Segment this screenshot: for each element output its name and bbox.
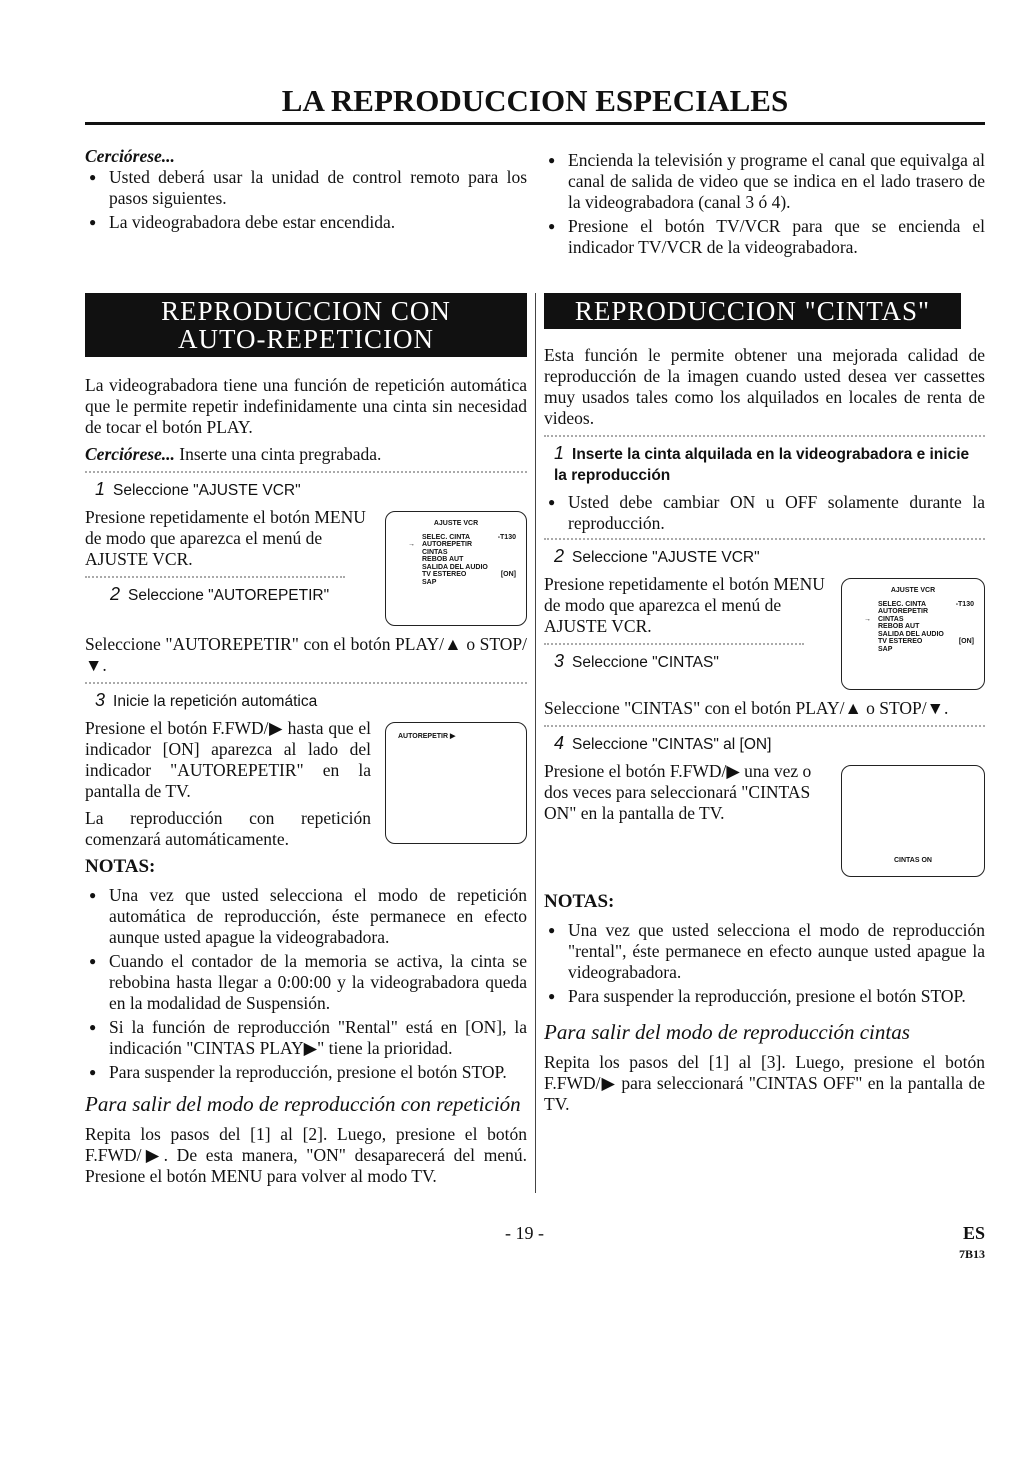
- menu-item: [386, 534, 526, 542]
- arrow-icon: →: [408, 541, 415, 548]
- menu-item: [842, 638, 984, 646]
- divider: [85, 576, 345, 578]
- menu-item-value: -T130: [955, 600, 974, 608]
- menu-item-label: SAP: [422, 578, 437, 586]
- tv-screen: [841, 765, 985, 877]
- menu-item-label: SAP: [878, 645, 893, 653]
- title-rule: [85, 122, 985, 125]
- menu-title: AJUSTE VCR: [433, 520, 479, 527]
- step-title: Seleccione "AJUSTE VCR": [572, 549, 760, 566]
- menu-title: AJUSTE VCR: [890, 587, 936, 594]
- cintas-section: [535, 293, 985, 1193]
- step-bullet: ● Usted debe cambiar ON u OFF solamente durante la reproducción.: [544, 492, 985, 534]
- exit-text: Repita los pasos del [1] al [2]. Luego, presione el botón F.FWD/▶. De esta manera, "ON" desaparecerá del menú. Presione el botón MENU para volver al modo TV.: [85, 1124, 527, 1186]
- menu-screen: [385, 511, 527, 626]
- arrow-icon: →: [864, 615, 871, 623]
- section-desc: La videograbadora tiene una función de repetición automática que le permite repetir indefinidamente una cinta sin necesidad de tocar el botón PLAY.: [85, 375, 527, 437]
- menu-item: [842, 601, 984, 609]
- intro-bullet: ● Encienda la televisión y programe el canal que equivalga al canal de salida de video que se indica en el lado trasero de la videograbadora (canal 3 ó 4).: [544, 150, 985, 213]
- step-number: 1: [95, 479, 106, 499]
- step-title: Seleccione "CINTAS": [572, 654, 719, 671]
- intro-bullet: ● Presione el botón TV/VCR para que se encienda el indicador TV/VCR de la videograbadora.: [544, 216, 985, 258]
- menu-item-label: SELEC. CINTA: [878, 600, 927, 608]
- note: ● Si la función de reproducción "Rental" está en [ON], la indicación "CINTAS PLAY▶" tiene la prioridad.: [85, 1017, 527, 1059]
- menu-item-value: [ON]: [500, 571, 516, 578]
- note: ● Para suspender la reproducción, presione el botón STOP.: [544, 986, 985, 1007]
- menu-item-label: AUTOREPETIR: [878, 608, 929, 615]
- note: ● Una vez que usted selecciona el modo de repetición automática de reproducción, éste permanece en efecto aunque usted apague la videograbadora.: [85, 885, 527, 948]
- page-footer: [85, 1223, 985, 1265]
- auto-repeat-section: [85, 293, 527, 1193]
- notes-title: NOTAS:: [544, 891, 615, 912]
- step-number: 2: [554, 546, 565, 566]
- menu-item-value: -T130: [497, 533, 516, 541]
- intro-left: [85, 146, 527, 261]
- language-code: ES: [962, 1223, 985, 1243]
- note: ● Para suspender la reproducción, presione el botón STOP.: [85, 1062, 527, 1083]
- section-banner: REPRODUCCION CON AUTO-REPETICION: [85, 293, 527, 357]
- step-text: Presione el botón F.FWD/▶ hasta que el indicador [ON] aparezca al lado del indicador "AUTOREPETIR" en la pantalla de TV.: [85, 718, 371, 801]
- step-text: La reproducción con repetición comenzará automáticamente.: [85, 808, 371, 849]
- step-number: 3: [554, 651, 565, 671]
- menu-item-label: CINTAS: [422, 548, 448, 556]
- step-text: Seleccione "AUTOREPETIR" con el botón PLAY/▲ o STOP/▼.: [85, 634, 527, 675]
- step-text: Presione repetidamente el botón MENU de modo que aparezca el menú de AJUSTE VCR.: [544, 574, 825, 636]
- menu-item: [386, 541, 526, 549]
- menu-item: [842, 623, 984, 631]
- menu-item: [386, 579, 526, 587]
- tv-screen: [385, 722, 527, 844]
- check-text: Inserte una cinta pregrabada.: [174, 444, 382, 464]
- screen-text: CINTAS ON: [894, 856, 932, 864]
- step-title: Inserte la cinta alquilada en la videograbadora e inicie la reproducción: [554, 446, 970, 484]
- step-text: Presione repetidamente el botón MENU de modo que aparezca el menú de AJUSTE VCR.: [85, 507, 366, 569]
- note: ● Cuando el contador de la memoria se activa, la cinta se rebobina hasta llegar a 0:00:00 y la videograbadora queda en la modalidad de Suspensión.: [85, 951, 527, 1014]
- section-banner: REPRODUCCION "CINTAS": [544, 293, 961, 329]
- menu-item: [386, 564, 526, 572]
- divider: [544, 435, 985, 437]
- step-text: Presione el botón F.FWD/▶ una vez o dos veces para seleccionará "CINTAS ON" en la pantalla de TV.: [544, 761, 812, 823]
- menu-item-label: TV ESTEREO: [422, 571, 467, 578]
- menu-item-label: REBOB AUT: [878, 623, 920, 630]
- check-label: Cerciórese...: [85, 444, 175, 464]
- note: ● Una vez que usted selecciona el modo de reproducción "rental", éste permanece en efecto aunque usted apague la videograbadora.: [544, 920, 985, 983]
- intro-bullet: ● La videograbadora debe estar encendida.: [85, 212, 527, 233]
- divider: [544, 538, 985, 540]
- step-title: Seleccione "CINTAS" al [ON]: [572, 736, 772, 753]
- menu-screen: [841, 578, 985, 690]
- page-number: - 19 -: [505, 1223, 544, 1243]
- screen-text: AUTOREPETIR ▶: [398, 733, 456, 740]
- menu-item: [842, 608, 984, 616]
- menu-item-label: SELEC. CINTA: [422, 533, 471, 541]
- intro-right: [535, 146, 985, 261]
- menu-item: [842, 616, 984, 624]
- menu-item: [842, 631, 984, 639]
- divider: [544, 725, 985, 727]
- menu-item-label: SALIDA DEL AUDIO: [422, 563, 488, 571]
- menu-item-value: [ON]: [958, 638, 974, 645]
- step-title: Seleccione "AUTOREPETIR": [128, 587, 330, 604]
- page-title: LA REPRODUCCION ESPECIALES: [281, 83, 789, 118]
- divider: [544, 643, 804, 645]
- exit-title: Para salir del modo de reproducción cintas: [544, 1020, 910, 1044]
- model-code: 7B13: [958, 1247, 985, 1261]
- menu-item-label: TV ESTEREO: [878, 638, 923, 645]
- menu-item: [386, 556, 526, 564]
- step-number: 4: [554, 733, 565, 753]
- intro-heading: Cerciórese...: [85, 146, 175, 166]
- menu-item-label: REBOB AUT: [422, 556, 464, 563]
- divider: [85, 682, 527, 684]
- exit-title: Para salir del modo de reproducción con repetición: [85, 1092, 521, 1116]
- section-desc: Esta función le permite obtener una mejorada calidad de reproducción de la imagen cuando usted desea ver cassettes muy usados tales como los alquilados en locales de renta de videos.: [544, 345, 985, 428]
- menu-item-label: SALIDA DEL AUDIO: [878, 630, 944, 638]
- exit-text: Repita los pasos del [1] al [3]. Luego, presione el botón F.FWD/▶ para seleccionará "CINTAS OFF" en la pantalla de TV.: [544, 1052, 985, 1114]
- divider: [85, 471, 527, 473]
- menu-item: [386, 571, 526, 579]
- intro-bullet: ● Usted deberá usar la unidad de control remoto para los pasos siguientes.: [85, 167, 527, 209]
- menu-item: [386, 549, 526, 557]
- menu-item-label: AUTOREPETIR: [422, 541, 473, 548]
- menu-item: [842, 646, 984, 654]
- step-title: Seleccione "AJUSTE VCR": [113, 482, 301, 499]
- step-title: Inicie la repetición automática: [113, 693, 318, 710]
- step-number: 1: [554, 443, 565, 463]
- step-text: Seleccione "CINTAS" con el botón PLAY/▲ o STOP/▼.: [544, 698, 949, 718]
- menu-item-label: CINTAS: [878, 615, 904, 623]
- step-number: 3: [95, 690, 106, 710]
- notes-title: NOTAS:: [85, 856, 156, 877]
- step-number: 2: [110, 584, 121, 604]
